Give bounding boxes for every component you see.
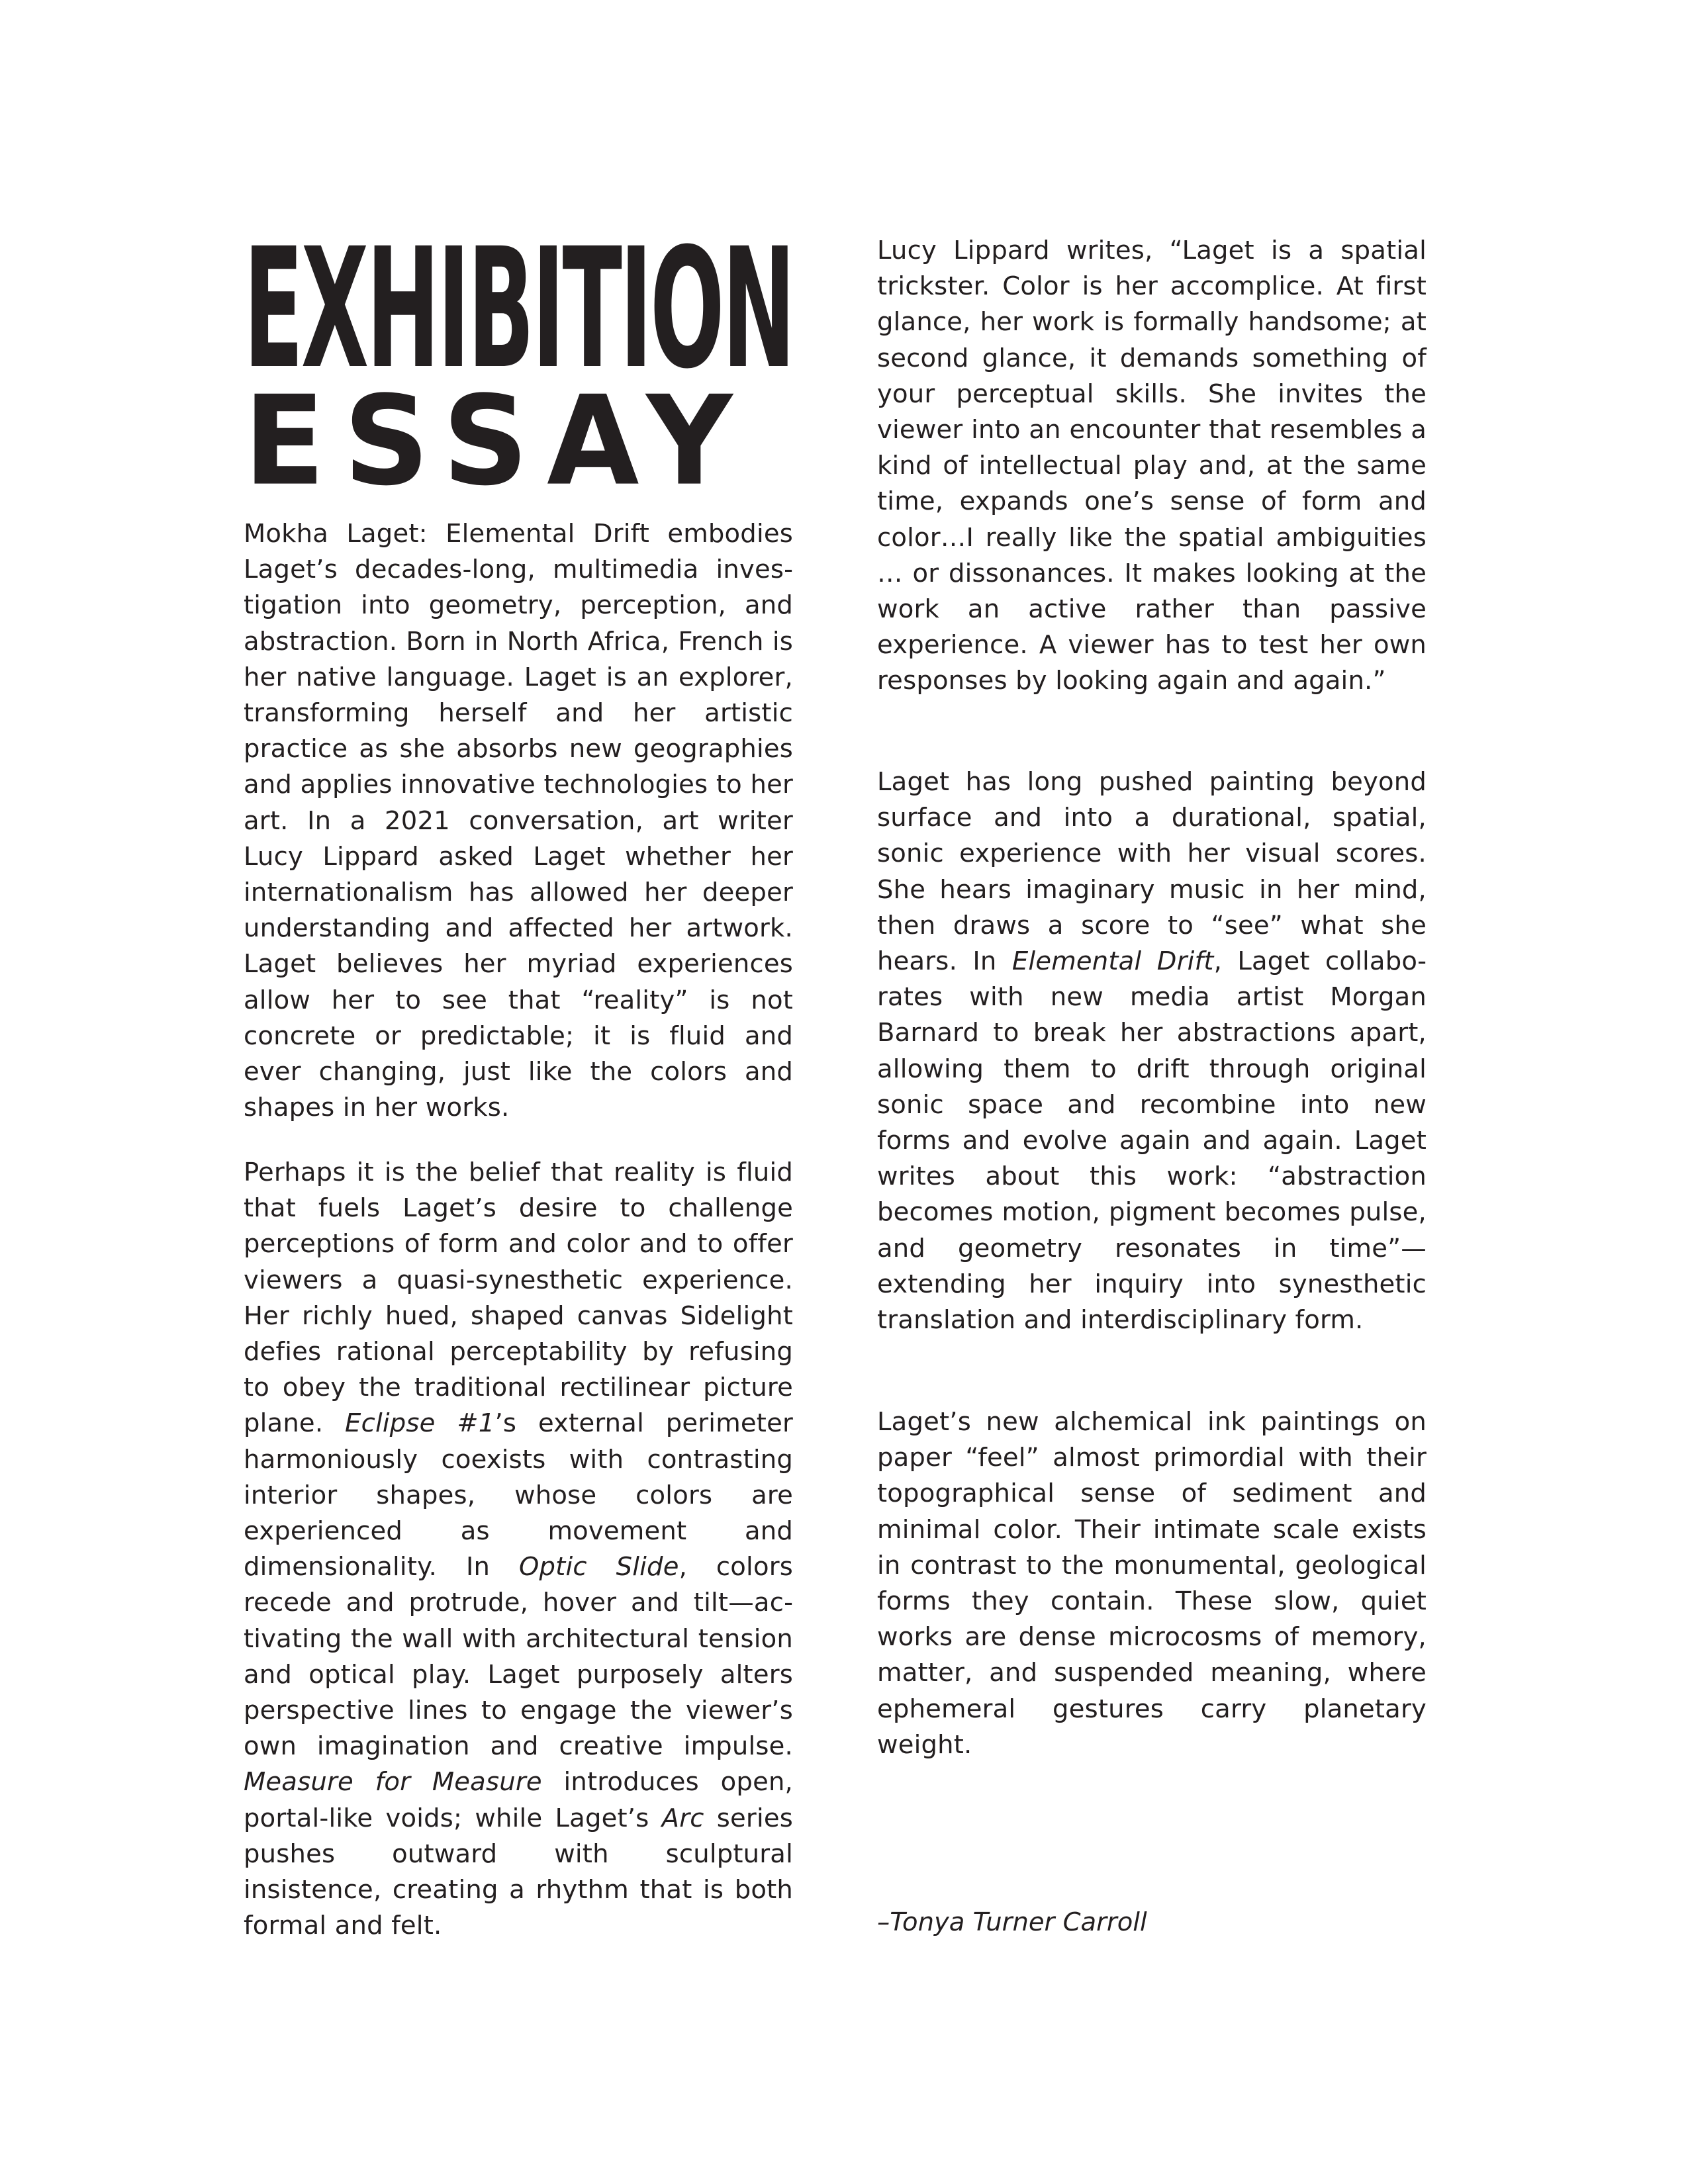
paragraph-intro <box>244 516 793 1126</box>
paragraph-lippard-quote-text: Lucy Lippard writes, “Laget is a spatial trickster. Color is her accomplice. At first glance, her work is formally handsome; at second glance, it demands something of your perceptual skills. She invites the viewer into an encounter that resembles a kind of intellectual play and, at the same time, expands one’s sense of form and color…I really like the spatial ambiguities … or dissonances. It makes looking at the work an active rather than passive experience. A viewer has to test her own responses by looking again and again.” <box>877 236 1427 696</box>
paragraph-perception-text-d: introduces open, portal-like voids; while Laget’s <box>244 1767 793 1833</box>
essay-title <box>244 212 794 514</box>
artwork-title-optic-slide: Optic Slide <box>519 1552 679 1582</box>
paragraph-perception-text-e: series pushes outward with sculptural insistence, creating a rhythm that is both formal and felt. <box>244 1803 794 1941</box>
artwork-title-measure: Measure for Measure <box>244 1767 542 1797</box>
title-essay: ESSAY <box>244 369 751 514</box>
paragraph-ink-paintings-text: Laget’s new alchemical ink paintings on paper “feel” almost primordial with their topographical sense of sediment and minimal color. Their intimate scale exists in contrast to the monumental, geological forms they contain. These slow, quiet works are dense microcosms of memory, matter, and suspended meaning, where ephemeral gestures carry planetary weight. <box>877 1407 1427 1760</box>
paragraph-perception-text-b: ’s external perimeter harmoniously coexists with contrasting interior shapes, whose colors are experienced as movement and dimensionality. In <box>244 1408 794 1582</box>
artwork-title-eclipse: Eclipse #1 <box>345 1408 495 1439</box>
paragraph-ink-paintings <box>877 1404 1427 1763</box>
author-signature: –Tonya Turner Carroll <box>877 1907 1147 1937</box>
paragraph-visual-scores-text-a: Laget has long pushed painting beyond surface and into a durational, spatial, sonic experience with her visual scores. She hears imaginary music in her mind, then draws a score to “see” what she hears. In <box>877 767 1427 977</box>
paragraph-lippard-quote <box>877 233 1427 700</box>
artwork-title-arc: Arc <box>661 1803 704 1833</box>
paragraph-perception <box>244 1155 793 1944</box>
artwork-title-elemental-drift: Elemental Drift <box>1011 946 1214 977</box>
title-exhibition: EXHIBITION <box>244 212 794 405</box>
paragraph-perception-text-a: Perhaps it is the belief that reality is fluid that fuels Laget’s desire to challenge perceptions of form and color and to offer viewers a quasi-synesthetic experience. Her richly hued, shaped canvas Sidelight defies rational perceptability by refusing to obey the traditional rectilinear picture plane. <box>244 1158 793 1439</box>
paragraph-perception-text-c: , colors recede and protrude, hover and tilt—activating the wall with architectural tension and optical play. Laget purposely alters perspective lines to engage the viewer’s own imagination and creative impulse. <box>244 1552 793 1762</box>
paragraph-visual-scores <box>877 764 1427 1338</box>
paragraph-visual-scores-text-b: , Laget collaborates with new media artist Morgan Barnard to break her abstractions apart, allowing them to drift through original sonic space and recombine into new forms and evolve again and again. Laget writes about this work: “abstraction becomes motion, pigment becomes pulse, and geometry resonates in time”—extending her inquiry into synesthetic translation and interdisciplinary form. <box>877 946 1427 1336</box>
paragraph-intro-text: Mokha Laget: Elemental Drift embodies Laget’s decades-long, multimedia investigation into geometry, perception, and abstraction. Born in North Africa, French is her native language. Laget is an explorer, transforming herself and her artistic practice as she absorbs new geographies and applies innovative technologies to her art. In a 2021 conversation, art writer Lucy Lippard asked Laget whether her internationalism has allowed her deeper understanding and affected her artwork. Laget believes her myriad experiences allow her to see that “reality” is not concrete or predictable; it is fluid and ever changing, just like the colors and shapes in her works. <box>244 519 793 1123</box>
